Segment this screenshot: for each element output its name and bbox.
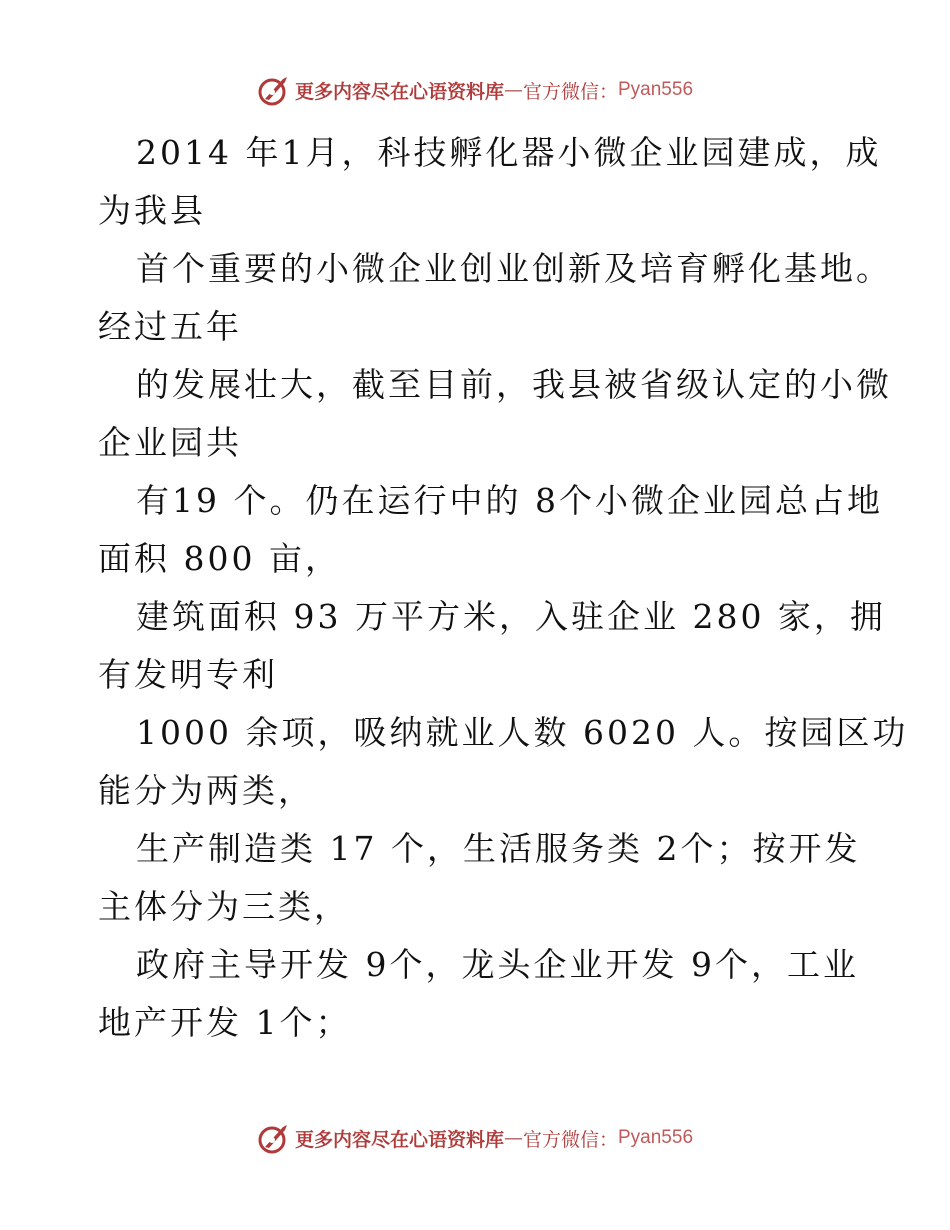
header-dash: — (503, 79, 523, 101)
footer-brand: 更多内容尽在心语资料库 (294, 1128, 504, 1151)
footer-wechat-id: Pyan556 (618, 1127, 694, 1148)
body-line: 主体分为三类， (98, 887, 350, 926)
header-wechat-label: 官方微信： (522, 80, 618, 103)
body-line: 为我县 (98, 191, 206, 230)
quill-logo-icon (257, 1121, 291, 1155)
body-line: 建筑面积 93 万平方米，入驻企业 280 家，拥 (136, 597, 886, 636)
footer-watermark (0, 1118, 950, 1158)
body-line: 1000 余项，吸纳就业人数 6020 人。按园区功 (136, 713, 909, 752)
body-line: 面积 800 亩， (98, 539, 341, 578)
quill-logo-icon (257, 73, 291, 107)
body-line: 2014 年1月，科技孵化器小微企业园建成，成 (136, 133, 882, 172)
body-line: 经过五年 (98, 307, 242, 346)
body-line: 首个重要的小微企业创业创新及培育孵化基地。 (136, 249, 892, 288)
footer-dash: — (503, 1127, 523, 1149)
footer-wechat-label: 官方微信： (522, 1128, 618, 1151)
body-line: 的发展壮大，截至目前，我县被省级认定的小微 (136, 365, 892, 404)
body-line: 有19 个。仍在运行中的 8个小微企业园总占地 (136, 481, 883, 520)
document-body (98, 124, 909, 1052)
body-line: 政府主导开发 9个，龙头企业开发 9个，工业 (136, 945, 859, 984)
body-line: 能分为两类， (98, 771, 314, 810)
body-line: 地产开发 1个； (98, 1003, 352, 1042)
body-line: 有发明专利 (98, 655, 278, 694)
body-line: 生产制造类 17 个，生活服务类 2个；按开发 (136, 829, 861, 868)
header-wechat-id: Pyan556 (618, 79, 694, 100)
header-brand: 更多内容尽在心语资料库 (294, 80, 504, 103)
header-watermark (0, 70, 950, 110)
body-line: 企业园共 (98, 423, 242, 462)
